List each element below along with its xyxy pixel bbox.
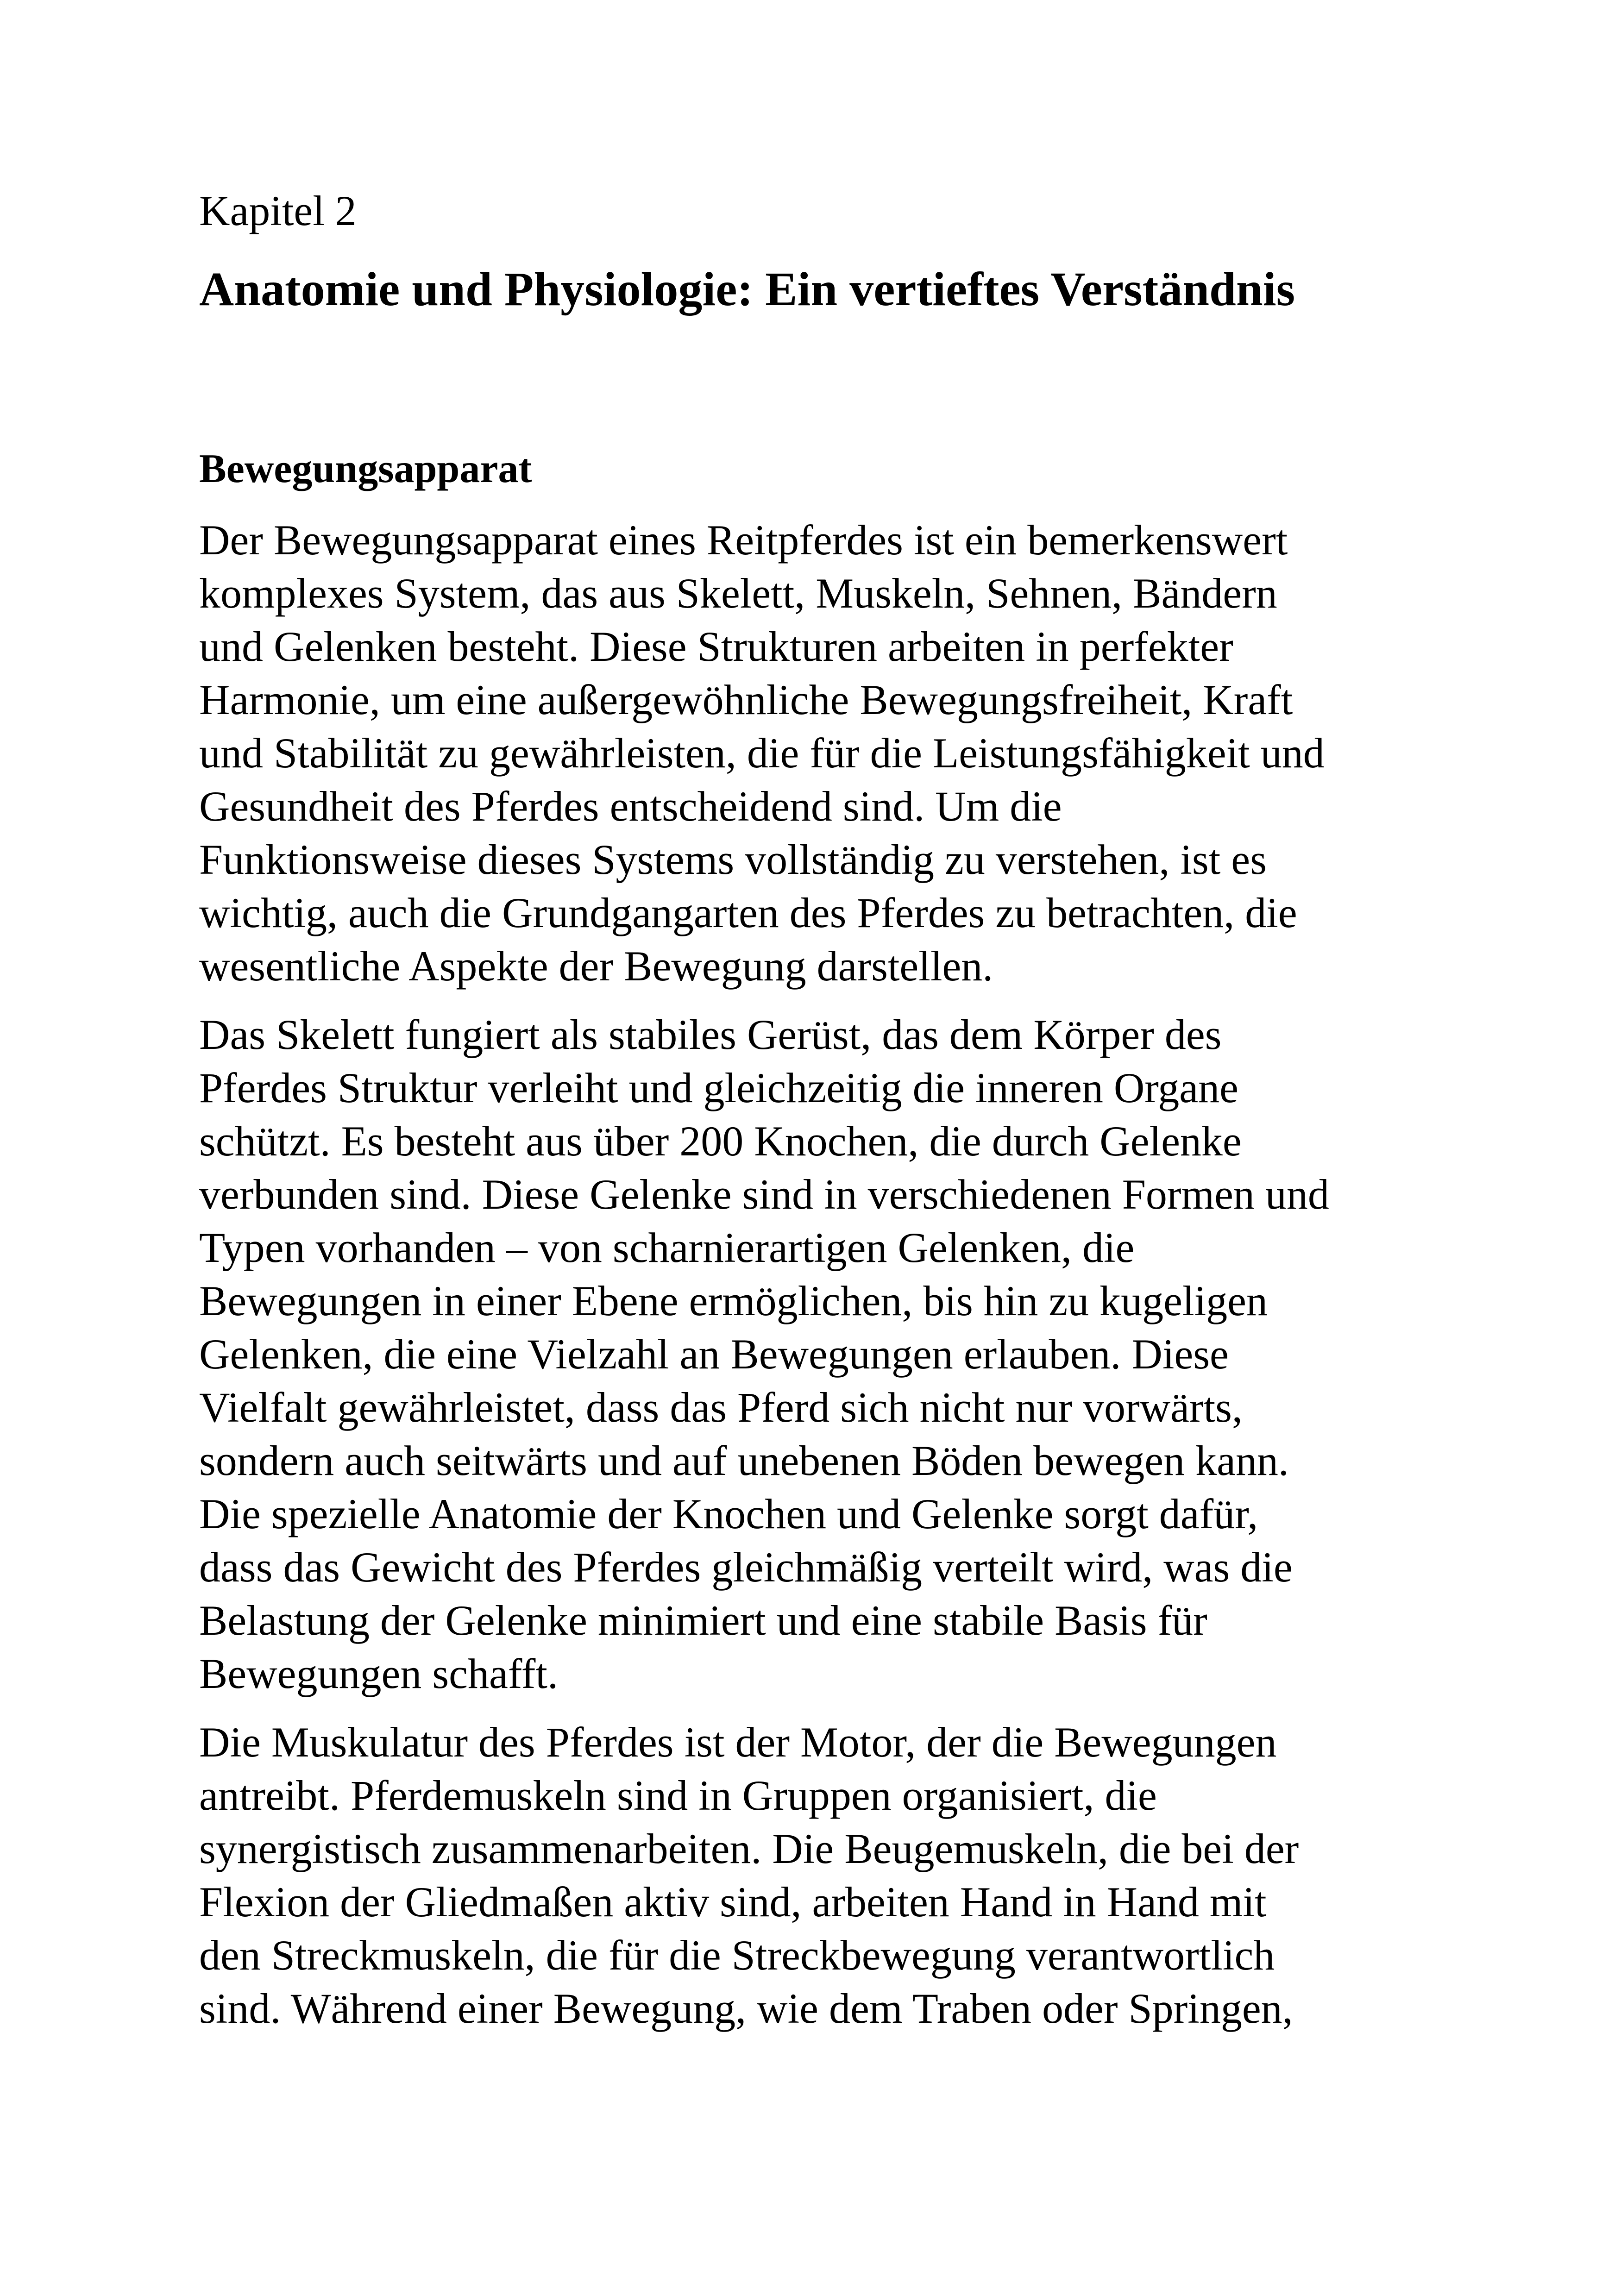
section-heading: Bewegungsapparat bbox=[199, 446, 532, 491]
page-content bbox=[199, 183, 1459, 2035]
text-line: Bewegungen in einer Ebene ermöglichen, bis hin zu kugeligen bbox=[199, 1277, 1268, 1324]
text-line: Gesundheit des Pferdes entscheidend sind. Um die bbox=[199, 783, 1062, 830]
text-line: Harmonie, um eine außergewöhnliche Bewegungsfreiheit, Kraft bbox=[199, 676, 1293, 723]
text-line: Das Skelett fungiert als stabiles Gerüst, das dem Körper des bbox=[199, 1011, 1222, 1058]
text-line: sondern auch seitwärts und auf unebenen Böden bewegen kann. bbox=[199, 1437, 1289, 1484]
text-line: Die spezielle Anatomie der Knochen und Gelenke sorgt dafür, bbox=[199, 1490, 1258, 1537]
text-line: Die Muskulatur des Pferdes ist der Motor, der die Bewegungen bbox=[199, 1719, 1277, 1766]
text-line: wichtig, auch die Grundgangarten des Pferdes zu betrachten, die bbox=[199, 889, 1297, 936]
text-line: verbunden sind. Diese Gelenke sind in verschiedenen Formen und bbox=[199, 1171, 1329, 1218]
paragraph bbox=[199, 1008, 1459, 1700]
text-line: Funktionsweise dieses Systems vollständig zu verstehen, ist es bbox=[199, 836, 1267, 883]
text-line: und Gelenken besteht. Diese Strukturen arbeiten in perfekter bbox=[199, 623, 1233, 670]
text-line: Gelenken, die eine Vielzahl an Bewegungen erlauben. Diese bbox=[199, 1330, 1229, 1378]
text-line: Belastung der Gelenke minimiert und eine stabile Basis für bbox=[199, 1597, 1207, 1644]
text-line: antreibt. Pferdemuskeln sind in Gruppen organisiert, die bbox=[199, 1772, 1157, 1819]
text-line: sind. Während einer Bewegung, wie dem Traben oder Springen, bbox=[199, 1985, 1293, 2032]
chapter-label: Kapitel 2 bbox=[199, 187, 357, 234]
text-line: Typen vorhanden – von scharnierartigen Gelenken, die bbox=[199, 1224, 1135, 1271]
text-line: Bewegungen schafft. bbox=[199, 1650, 558, 1697]
text-line: schützt. Es besteht aus über 200 Knochen, die durch Gelenke bbox=[199, 1117, 1242, 1165]
text-line: dass das Gewicht des Pferdes gleichmäßig verteilt wird, was die bbox=[199, 1543, 1293, 1591]
text-line: Pferdes Struktur verleiht und gleichzeitig die inneren Organe bbox=[199, 1064, 1238, 1111]
paragraph bbox=[199, 1716, 1459, 2035]
paragraph bbox=[199, 514, 1459, 993]
text-line: wesentliche Aspekte der Bewegung darstellen. bbox=[199, 942, 993, 990]
text-line: den Streckmuskeln, die für die Streckbewegung verantwortlich bbox=[199, 1932, 1275, 1979]
text-line: synergistisch zusammenarbeiten. Die Beugemuskeln, die bei der bbox=[199, 1825, 1299, 1872]
text-line: Der Bewegungsapparat eines Reitpferdes ist ein bemerkenswert bbox=[199, 516, 1288, 564]
chapter-title: Anatomie und Physiologie: Ein vertieftes Verständnis bbox=[199, 263, 1295, 316]
text-line: Vielfalt gewährleistet, dass das Pferd sich nicht nur vorwärts, bbox=[199, 1384, 1243, 1431]
text-line: komplexes System, das aus Skelett, Muskeln, Sehnen, Bändern bbox=[199, 570, 1277, 617]
text-line: Flexion der Gliedmaßen aktiv sind, arbeiten Hand in Hand mit bbox=[199, 1878, 1267, 1926]
text-line: und Stabilität zu gewährleisten, die für die Leistungsfähigkeit und bbox=[199, 729, 1325, 777]
